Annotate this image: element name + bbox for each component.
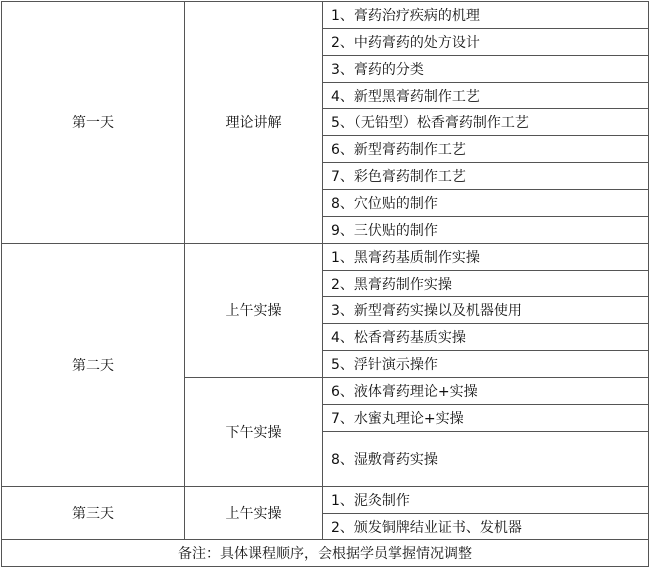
- topic-cell: 7、水蜜丸理论+实操: [323, 404, 649, 431]
- topic-cell: 6、液体膏药理论+实操: [323, 378, 649, 405]
- day-1-session-1-label: 理论讲解: [185, 2, 323, 244]
- topic-cell: 5、浮针演示操作: [323, 351, 649, 378]
- topic-cell: 7、彩色膏药制作工艺: [323, 163, 649, 190]
- topic-cell: 1、黑膏药基质制作实操: [323, 243, 649, 270]
- topic-cell: 8、湿敷膏药实操: [323, 431, 649, 486]
- day-2-session-2-label: 下午实操: [185, 378, 323, 487]
- day-2-label: 第二天: [2, 243, 185, 486]
- topic-cell: 8、穴位贴的制作: [323, 190, 649, 217]
- topic-cell: 2、颁发铜牌结业证书、发机器: [323, 513, 649, 540]
- day-2-session-1-label: 上午实操: [185, 243, 323, 377]
- topic-cell: 2、中药膏药的处方设计: [323, 28, 649, 55]
- topic-cell: 4、新型黑膏药制作工艺: [323, 82, 649, 109]
- footnote: 备注：具体课程顺序，会根据学员掌握情况调整: [2, 540, 649, 567]
- topic-cell: 3、新型膏药实操以及机器使用: [323, 297, 649, 324]
- topic-cell: 2、黑膏药制作实操: [323, 270, 649, 297]
- topic-cell: 1、泥灸制作: [323, 486, 649, 513]
- topic-cell: 5、（无铅型）松香膏药制作工艺: [323, 109, 649, 136]
- day-3-session-1-label: 上午实操: [185, 486, 323, 540]
- day-3-label: 第三天: [2, 486, 185, 540]
- topic-cell: 4、松香膏药基质实操: [323, 324, 649, 351]
- topic-cell: 6、新型膏药制作工艺: [323, 136, 649, 163]
- topic-cell: 9、三伏贴的制作: [323, 216, 649, 243]
- topic-cell: 3、膏药的分类: [323, 55, 649, 82]
- course-schedule-table: [1, 1, 649, 567]
- topic-cell: 1、膏药治疗疾病的机理: [323, 2, 649, 29]
- day-1-label: 第一天: [2, 2, 185, 244]
